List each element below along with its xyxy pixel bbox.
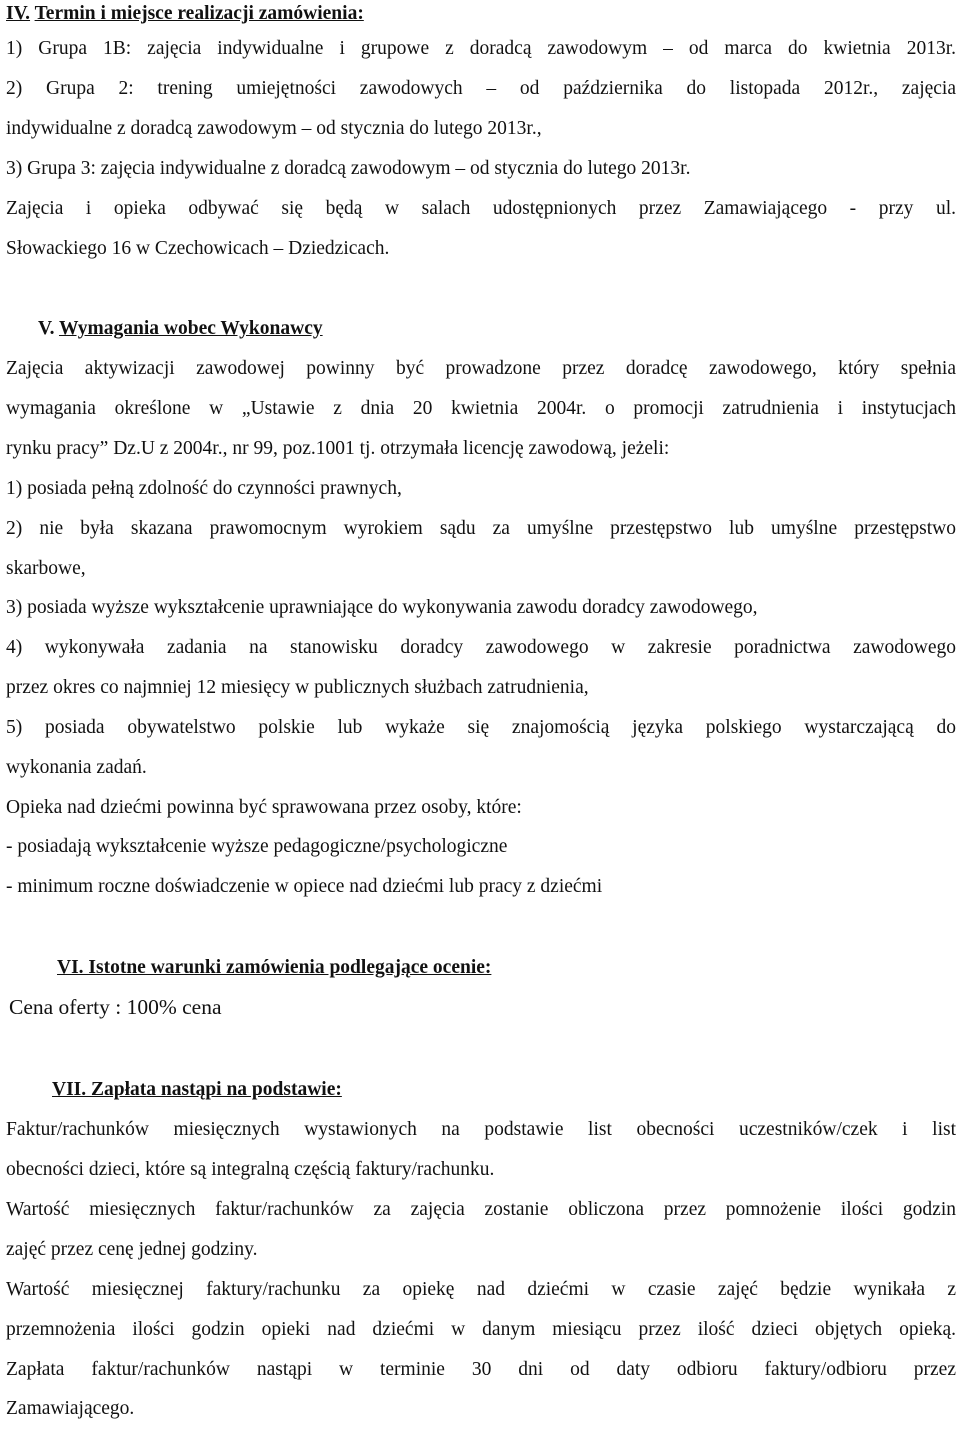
section-4-line-2: 2) Grupa 2: trening umiejętności zawodowych – od października do listopada 2012r., zajęcia (6, 78, 956, 99)
section-7-line-4: zajęć przez cenę jednej godziny. (6, 1239, 258, 1260)
section-5-line-14: - minimum roczne doświadczenie w opiece nad dziećmi lub pracy z dziećmi (6, 876, 603, 897)
section-6-title: VI. Istotne warunki zamówienia podlegające ocenie: (57, 957, 492, 978)
section-4-line-4: 3) Grupa 3: zajęcia indywidualne z doradcą zawodowym – od stycznia do lutego 2013r. (6, 158, 691, 179)
section-6-heading (57, 948, 757, 988)
section-4-line-5: Zajęcia i opieka odbywać się będą w salach udostępnionych przez Zamawiającego - przy ul. (6, 198, 956, 219)
section-7-line-6: przemnożenia ilości godzin opieki nad dziećmi w danym miesiącu przez ilość dzieci objętych opieką. (6, 1319, 956, 1340)
section-7-line-7: Zapłata faktur/rachunków nastąpi w terminie 30 dni od daty odbioru faktury/odbioru przez (6, 1359, 956, 1380)
section-5-line-6: skarbowe, (6, 558, 86, 579)
section-5-line-9: przez okres co najmniej 12 miesięcy w publicznych służbach zatrudnienia, (6, 677, 589, 698)
section-4-title: Termin i miejsce realizacji zamówienia: (34, 3, 364, 24)
section-5-line-7: 3) posiada wyższe wykształcenie uprawniające do wykonywania zawodu doradcy zawodowego, (6, 597, 758, 618)
section-5-line-2: wymagania określone w „Ustawie z dnia 20 kwietnia 2004r. o promocji zatrudnienia i instytucjach (6, 398, 956, 419)
section-5-line-13: - posiadają wykształcenie wyższe pedagogiczne/psychologiczne (6, 836, 508, 857)
section-7-line-3: Wartość miesięcznych faktur/rachunków za zajęcia zostanie obliczona przez pomnożenie ilości godzin (6, 1199, 956, 1220)
section-5-title: Wymagania wobec Wykonawcy (58, 318, 323, 339)
section-5-heading (38, 309, 638, 349)
section-7-line-8: Zamawiającego. (6, 1398, 135, 1419)
section-4-number: IV. (6, 3, 31, 24)
section-7-line-1: Faktur/rachunków miesięcznych wystawionych na podstawie list obecności uczestników/czek i list (6, 1119, 956, 1140)
section-5-line-10: 5) posiada obywatelstwo polskie lub wykaże się znajomością języka polskiego wystarczającą do (6, 717, 956, 738)
section-7-title: VII. Zapłata nastąpi na podstawie: (52, 1079, 342, 1100)
section-5-line-3: rynku pracy” Dz.U z 2004r., nr 99, poz.1001 tj. otrzymała licencję zawodową, jeżeli: (6, 438, 670, 459)
section-5-line-4: 1) posiada pełną zdolność do czynności prawnych, (6, 478, 402, 499)
section-4-line-1: 1) Grupa 1B: zajęcia indywidualne i grupowe z doradcą zawodowym – od marca do kwietnia 2013r. (6, 38, 956, 59)
section-5-number: V. (38, 318, 55, 339)
section-7-line-2: obecności dzieci, które są integralną częścią faktury/rachunku. (6, 1159, 495, 1180)
section-5-line-5: 2) nie była skazana prawomocnym wyrokiem sądu za umyślne przestępstwo lub umyślne przestępstwo (6, 518, 956, 539)
section-7-line-5: Wartość miesięcznej faktury/rachunku za opiekę nad dziećmi w czasie zajęć będzie wynikała z (6, 1279, 956, 1300)
section-4-line-6: Słowackiego 16 w Czechowicach – Dziedzicach. (6, 238, 390, 259)
section-5-line-8: 4) wykonywała zadania na stanowisku doradcy zawodowego w zakresie poradnictwa zawodowego (6, 637, 956, 658)
section-5-line-11: wykonania zadań. (6, 757, 147, 778)
section-5-line-12: Opieka nad dziećmi powinna być sprawowana przez osoby, które: (6, 797, 522, 818)
section-5-line-1: Zajęcia aktywizacji zawodowej powinny być prowadzone przez doradcę zawodowego, który spełnia (6, 358, 956, 379)
section-4-line-3: indywidualne z doradcą zawodowym – od stycznia do lutego 2013r., (6, 118, 542, 139)
section-7-heading (52, 1070, 752, 1110)
price-criterion: Cena oferty : 100% cena (9, 995, 222, 1019)
